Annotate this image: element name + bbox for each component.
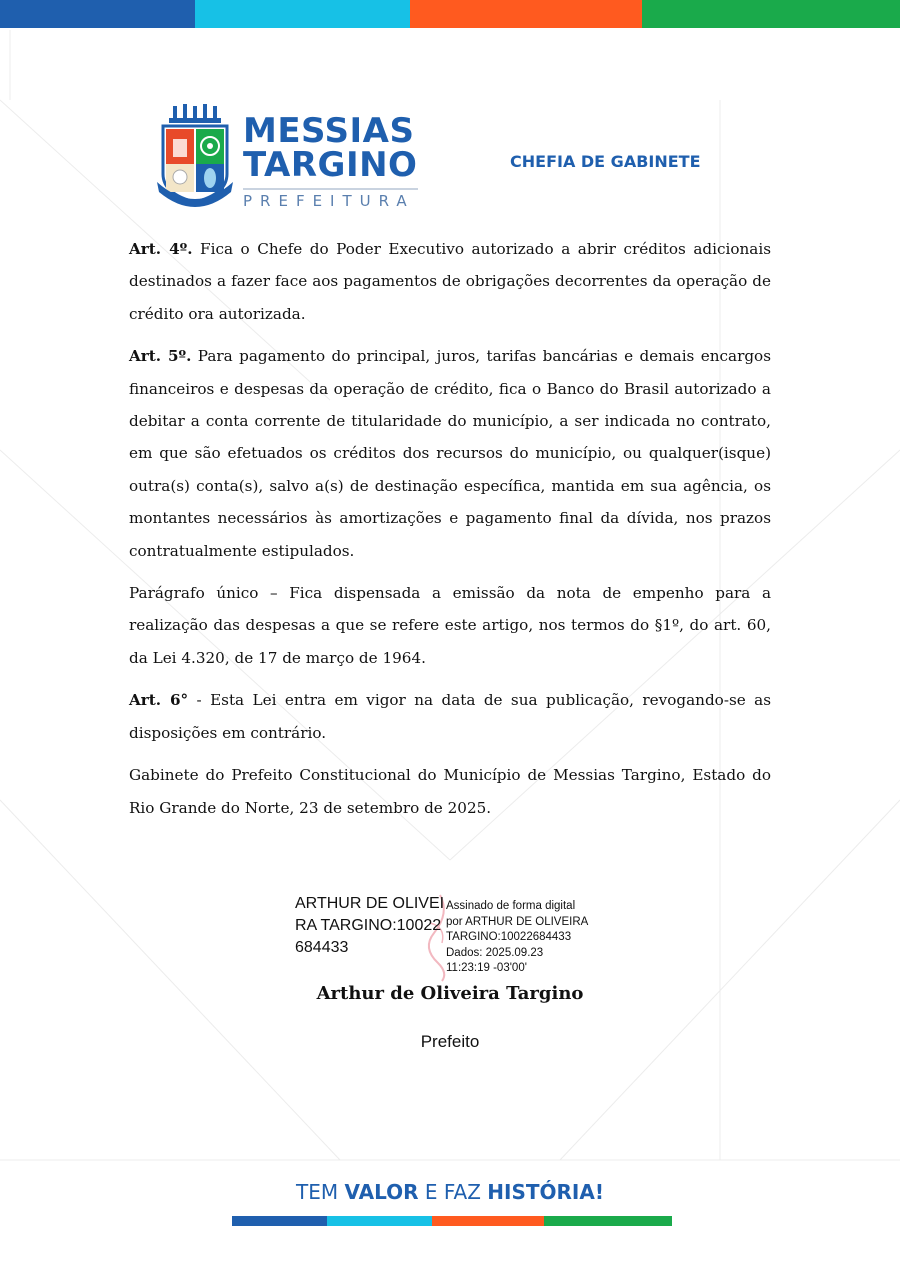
article-4 [129, 233, 771, 330]
article-6-text: - Esta Lei entra em vigor na data de sua publicação, revogando-se as disposições em contrário. [129, 691, 771, 742]
signature-info-line3: TARGINO:10022684433 [446, 931, 572, 943]
bottom-bar-green [544, 1216, 672, 1226]
paragrafo-unico: Parágrafo único – Fica dispensada a emissão da nota de empenho para a realização das despesas a que se refere este artigo, nos termos do §1º, do art. 60, da Lei 4.320, de 17 de março de 1964. [129, 584, 771, 667]
brand-logo [243, 111, 418, 210]
article-4-text: Fica o Chefe do Poder Executivo autorizado a abrir créditos adicionais destinados a fazer face aos pagamentos de obrigações decorrentes da operação de crédito ora autorizada. [129, 240, 771, 323]
article-6-label: Art. 6° [129, 691, 189, 710]
bottom-bar-orange [432, 1216, 544, 1226]
article-6 [129, 684, 771, 749]
slogan-part1: TEM [296, 1180, 345, 1204]
article-5 [129, 340, 771, 567]
signer-name: Arthur de Oliveira Targino [316, 983, 584, 1004]
digital-signature [295, 893, 605, 988]
brand-name-line1: MESSIAS [243, 111, 415, 151]
top-bar-orange [410, 0, 642, 28]
certificate-name: ARTHUR DE OLIVEIRA TARGINO:10022684433 [295, 895, 445, 956]
signature-info [446, 899, 606, 977]
top-bar-green [642, 0, 900, 28]
slogan-part4: HISTÓRIA! [487, 1180, 604, 1204]
signature-info-line4: Dados: 2025.09.23 [446, 946, 544, 959]
signature-info-line5: 11:23:19 -03'00' [446, 962, 527, 974]
brand-subtitle: PREFEITURA [243, 188, 418, 210]
article-4-label: Art. 4º. [129, 240, 193, 258]
top-bar-blue [0, 0, 195, 28]
bottom-color-bar [232, 1216, 672, 1226]
signature-info-line2: por ARTHUR DE OLIVEIRA [446, 915, 589, 928]
article-5-text: Para pagamento do principal, juros, tarifas bancárias e demais encargos financeiros e despesas da operação de crédito, fica o Banco do Brasil autorizado a debitar a conta corrente de titularidade do município, a ser indicada no contrato, em que são efetuados os créditos dos recursos do município, ou qualquer(isque) outra(s) conta(s), salvo a(s) de destinação específica, mantida em sua agência, os montantes necessários às amortizações e pagamento final da dívida, nos prazos contratualmente estipulados. [129, 347, 771, 560]
signature-info-line1: Assinado de forma digital [446, 900, 576, 912]
closing-statement: Gabinete do Prefeito Constitucional do Município de Messias Targino, Estado do Rio Grande do Norte, 23 de setembro de 2025. [129, 766, 771, 817]
bottom-bar-blue [232, 1216, 327, 1226]
top-bar-cyan [195, 0, 410, 28]
footer-slogan [0, 1180, 900, 1204]
article-5-label: Art. 5º. [129, 347, 192, 366]
document-body [129, 233, 771, 834]
slogan-part3: E FAZ [418, 1180, 488, 1204]
top-color-bar [0, 0, 900, 28]
slogan-part2: VALOR [344, 1180, 419, 1204]
department-title: CHEFIA DE GABINETE [510, 152, 701, 171]
bottom-bar-cyan [327, 1216, 432, 1226]
brand-name-line2: TARGINO [243, 145, 418, 185]
municipal-crest-icon [155, 104, 235, 210]
signer-role: Prefeito [420, 1032, 480, 1051]
